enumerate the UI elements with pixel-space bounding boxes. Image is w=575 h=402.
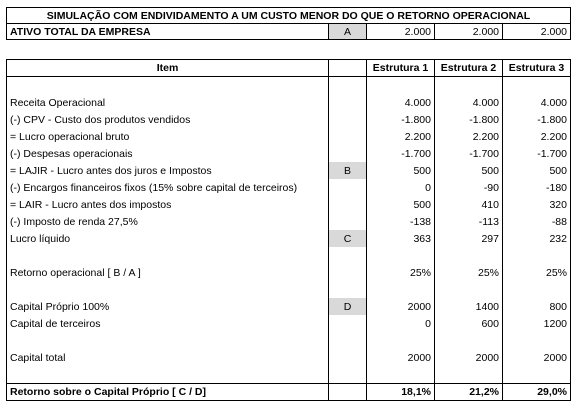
row-label: Capital total bbox=[7, 349, 329, 366]
row-label: (-) CPV - Custo dos produtos vendidos bbox=[7, 111, 329, 128]
row-code: D bbox=[329, 298, 367, 315]
row-label: (-) Encargos financeiros fixos (15% sobre capital de terceiros) bbox=[7, 179, 329, 196]
row-value-1: -1.700 bbox=[367, 145, 435, 162]
table-row bbox=[7, 247, 571, 264]
row-code: C bbox=[329, 230, 367, 247]
row-value-3: -1.700 bbox=[503, 145, 571, 162]
asset-value-3: 2.000 bbox=[503, 24, 571, 40]
row-label: = LAJIR - Lucro antes dos juros e Impostos bbox=[7, 162, 329, 179]
row-value-2 bbox=[435, 247, 503, 264]
row-value-1: 4.000 bbox=[367, 94, 435, 111]
table-row bbox=[7, 298, 571, 315]
row-value-1: 18,1% bbox=[367, 384, 435, 401]
row-value-3: -1.800 bbox=[503, 111, 571, 128]
table-row bbox=[7, 111, 571, 128]
row-label bbox=[7, 281, 329, 298]
row-label: (-) Despesas operacionais bbox=[7, 145, 329, 162]
table-row bbox=[7, 213, 571, 230]
row-code bbox=[329, 179, 367, 196]
row-value-2: 410 bbox=[435, 196, 503, 213]
row-code bbox=[329, 332, 367, 349]
table-row bbox=[7, 332, 571, 349]
row-value-1: -1.800 bbox=[367, 111, 435, 128]
row-value-1: 2000 bbox=[367, 298, 435, 315]
row-label: (-) Imposto de renda 27,5% bbox=[7, 213, 329, 230]
header-col-2: Estrutura 2 bbox=[435, 60, 503, 77]
row-value-3 bbox=[503, 77, 571, 95]
table-row bbox=[7, 366, 571, 384]
row-code bbox=[329, 247, 367, 264]
row-code bbox=[329, 315, 367, 332]
row-label: Retorno operacional [ B / A ] bbox=[7, 264, 329, 281]
table-row bbox=[7, 281, 571, 298]
row-value-3 bbox=[503, 247, 571, 264]
row-label: = LAIR - Lucro antes dos impostos bbox=[7, 196, 329, 213]
result-row bbox=[7, 384, 571, 401]
row-value-1: 500 bbox=[367, 162, 435, 179]
row-code bbox=[329, 281, 367, 298]
table-row bbox=[7, 349, 571, 366]
row-code bbox=[329, 94, 367, 111]
row-value-1 bbox=[367, 247, 435, 264]
row-label: Retorno sobre o Capital Próprio [ C / D] bbox=[7, 384, 329, 401]
table-row bbox=[7, 77, 571, 95]
row-code bbox=[329, 145, 367, 162]
row-label bbox=[7, 332, 329, 349]
row-code bbox=[329, 77, 367, 95]
row-value-1: 2000 bbox=[367, 349, 435, 366]
row-value-3: 320 bbox=[503, 196, 571, 213]
table-row bbox=[7, 264, 571, 281]
row-label bbox=[7, 77, 329, 95]
row-code bbox=[329, 128, 367, 145]
row-value-1: 500 bbox=[367, 196, 435, 213]
row-code bbox=[329, 264, 367, 281]
row-value-3: -180 bbox=[503, 179, 571, 196]
row-label: = Lucro operacional bruto bbox=[7, 128, 329, 145]
row-value-2: 4.000 bbox=[435, 94, 503, 111]
row-code bbox=[329, 213, 367, 230]
table-row bbox=[7, 128, 571, 145]
table-row bbox=[7, 162, 571, 179]
asset-code: A bbox=[329, 24, 367, 40]
row-code bbox=[329, 196, 367, 213]
row-value-2: 1400 bbox=[435, 298, 503, 315]
row-value-3 bbox=[503, 332, 571, 349]
row-value-2 bbox=[435, 77, 503, 95]
row-value-2: -90 bbox=[435, 179, 503, 196]
header-item: Item bbox=[7, 60, 329, 77]
asset-label: ATIVO TOTAL DA EMPRESA bbox=[7, 24, 329, 40]
row-value-3: 232 bbox=[503, 230, 571, 247]
row-label bbox=[7, 247, 329, 264]
title-row bbox=[7, 8, 571, 24]
row-value-2: -1.800 bbox=[435, 111, 503, 128]
row-value-2: 21,2% bbox=[435, 384, 503, 401]
row-value-1: 25% bbox=[367, 264, 435, 281]
row-value-2 bbox=[435, 366, 503, 384]
row-label: Lucro líquido bbox=[7, 230, 329, 247]
row-value-3: 2.200 bbox=[503, 128, 571, 145]
header-col-1: Estrutura 1 bbox=[367, 60, 435, 77]
row-value-3: 800 bbox=[503, 298, 571, 315]
row-value-2: 297 bbox=[435, 230, 503, 247]
row-value-1 bbox=[367, 332, 435, 349]
row-value-2: 500 bbox=[435, 162, 503, 179]
row-value-1: 2.200 bbox=[367, 128, 435, 145]
asset-value-2: 2.000 bbox=[435, 24, 503, 40]
row-value-1 bbox=[367, 281, 435, 298]
row-label: Capital Próprio 100% bbox=[7, 298, 329, 315]
row-value-3: 25% bbox=[503, 264, 571, 281]
row-value-3: 2000 bbox=[503, 349, 571, 366]
row-value-1 bbox=[367, 77, 435, 95]
row-value-1: 363 bbox=[367, 230, 435, 247]
row-value-3: 1200 bbox=[503, 315, 571, 332]
row-value-2: 600 bbox=[435, 315, 503, 332]
row-value-2: 25% bbox=[435, 264, 503, 281]
row-value-3: 500 bbox=[503, 162, 571, 179]
row-value-3: 29,0% bbox=[503, 384, 571, 401]
asset-row bbox=[7, 24, 571, 40]
table-row bbox=[7, 315, 571, 332]
header-code bbox=[329, 60, 367, 77]
row-value-1 bbox=[367, 366, 435, 384]
page-title: SIMULAÇÃO COM ENDIVIDAMENTO A UM CUSTO MENOR DO QUE O RETORNO OPERACIONAL bbox=[7, 8, 571, 24]
row-value-3: -88 bbox=[503, 213, 571, 230]
row-code: B bbox=[329, 162, 367, 179]
row-label: Capital de terceiros bbox=[7, 315, 329, 332]
table-row bbox=[7, 145, 571, 162]
row-value-3 bbox=[503, 281, 571, 298]
table-row bbox=[7, 196, 571, 213]
row-label bbox=[7, 366, 329, 384]
row-value-2 bbox=[435, 332, 503, 349]
table-row bbox=[7, 179, 571, 196]
row-value-1: 0 bbox=[367, 179, 435, 196]
row-code bbox=[329, 349, 367, 366]
asset-value-1: 2.000 bbox=[367, 24, 435, 40]
row-value-2 bbox=[435, 281, 503, 298]
row-value-2: 2000 bbox=[435, 349, 503, 366]
row-value-2: 2.200 bbox=[435, 128, 503, 145]
row-code bbox=[329, 384, 367, 401]
simulation-table bbox=[6, 59, 571, 401]
table-row bbox=[7, 94, 571, 111]
row-label: Receita Operacional bbox=[7, 94, 329, 111]
row-value-3 bbox=[503, 366, 571, 384]
row-value-2: -1.700 bbox=[435, 145, 503, 162]
table-row bbox=[7, 230, 571, 247]
header-col-3: Estrutura 3 bbox=[503, 60, 571, 77]
row-code bbox=[329, 111, 367, 128]
row-value-2: -113 bbox=[435, 213, 503, 230]
row-value-1: 0 bbox=[367, 315, 435, 332]
header-row bbox=[7, 60, 571, 77]
row-value-1: -138 bbox=[367, 213, 435, 230]
row-code bbox=[329, 366, 367, 384]
row-value-3: 4.000 bbox=[503, 94, 571, 111]
summary-table bbox=[6, 7, 571, 40]
